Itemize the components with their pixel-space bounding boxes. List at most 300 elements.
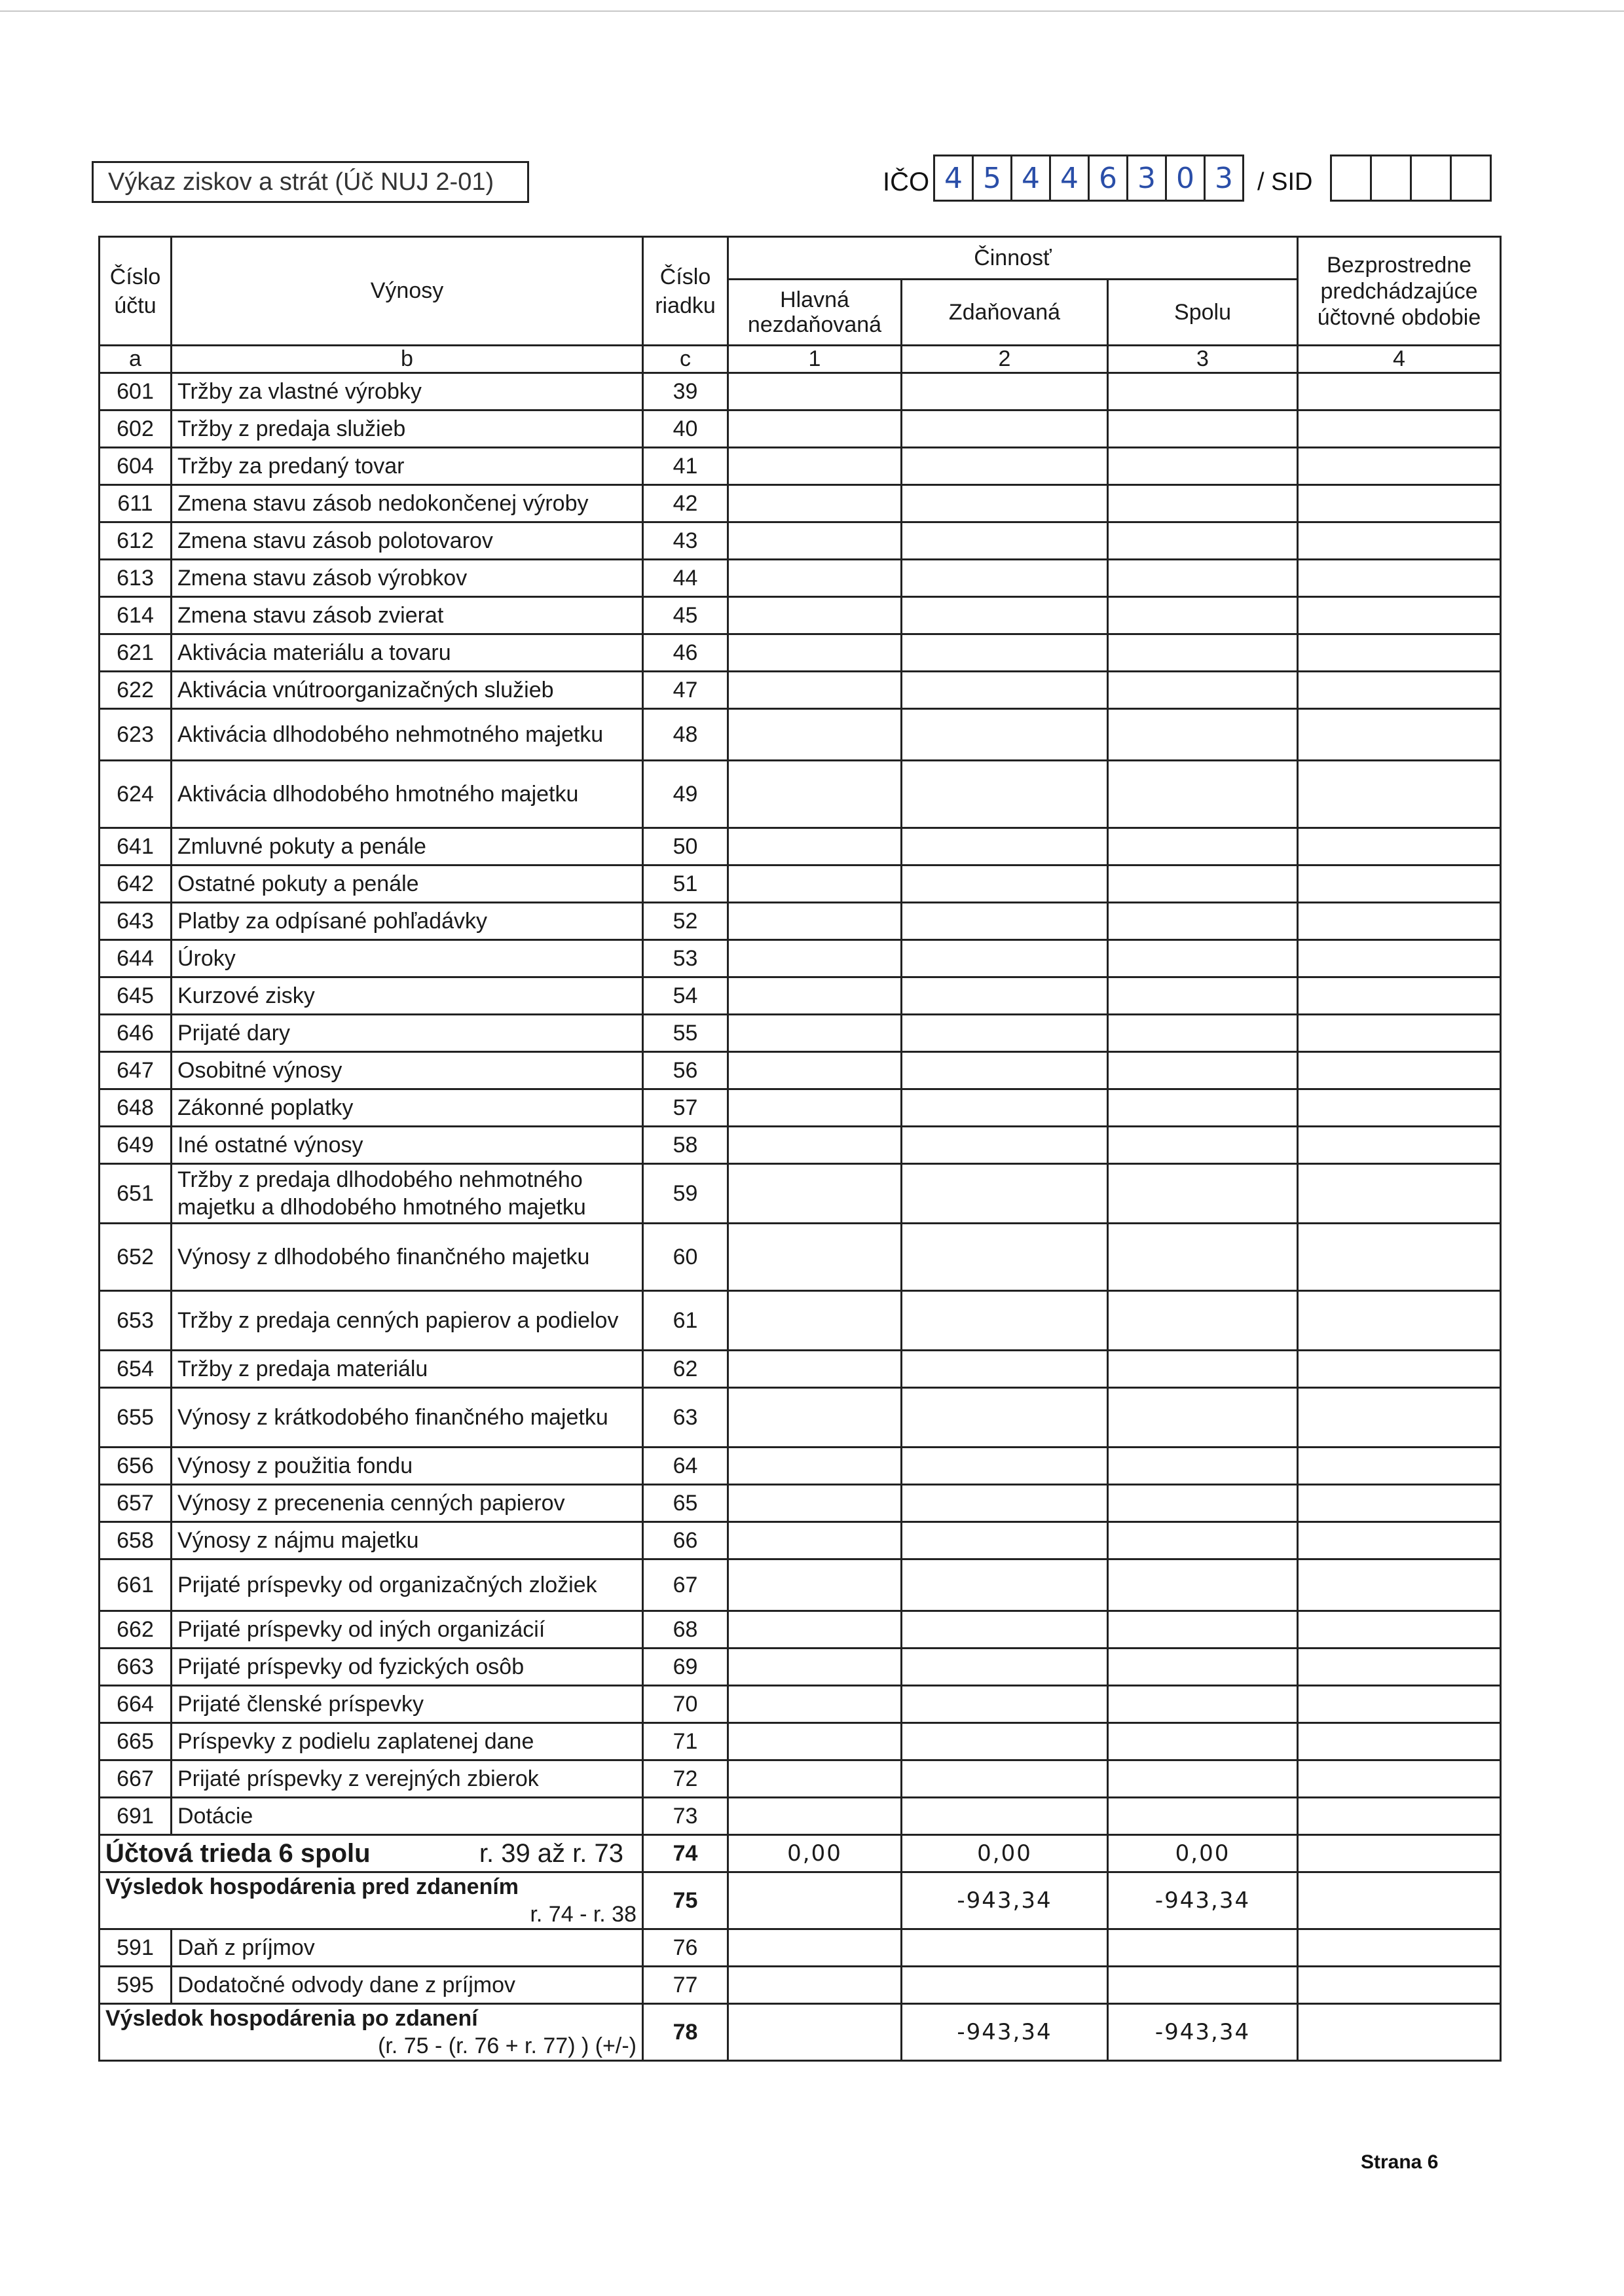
value-main-untaxed[interactable] — [728, 1485, 902, 1522]
value-taxed[interactable] — [902, 1686, 1108, 1723]
account-number: 655 — [100, 1388, 172, 1448]
value-taxed[interactable] — [902, 1351, 1108, 1388]
account-name: Osobitné výnosy — [172, 1052, 643, 1089]
ico-label: IČO — [883, 168, 930, 196]
value-previous-period[interactable] — [1298, 1872, 1501, 1929]
line-number: 52 — [643, 903, 728, 940]
value-main-untaxed[interactable] — [728, 410, 902, 448]
value-main-untaxed[interactable] — [728, 1448, 902, 1485]
line-number: 46 — [643, 634, 728, 672]
value-previous-period[interactable] — [1298, 448, 1501, 485]
value-total[interactable] — [1108, 1967, 1298, 2004]
table-row — [100, 1760, 1501, 1798]
table-row — [100, 448, 1501, 485]
line-number: 53 — [643, 940, 728, 977]
value-taxed[interactable] — [902, 485, 1108, 522]
table-row — [100, 560, 1501, 597]
page-number: Strana 6 — [1361, 2151, 1439, 2173]
value-main-untaxed[interactable] — [728, 903, 902, 940]
column-letter: c — [643, 346, 728, 373]
value-total[interactable] — [1108, 560, 1298, 597]
value-taxed[interactable] — [902, 1967, 1108, 2004]
account-number: 648 — [100, 1089, 172, 1127]
value-taxed[interactable] — [902, 597, 1108, 634]
value-total[interactable] — [1108, 866, 1298, 903]
account-number: 665 — [100, 1723, 172, 1760]
value-previous-period[interactable] — [1298, 1089, 1501, 1127]
line-number: 72 — [643, 1760, 728, 1798]
account-number: 667 — [100, 1760, 172, 1798]
line-number: 56 — [643, 1052, 728, 1089]
account-number: 647 — [100, 1052, 172, 1089]
value-main-untaxed[interactable] — [728, 1760, 902, 1798]
value-total[interactable] — [1108, 1052, 1298, 1089]
value-taxed[interactable] — [902, 1723, 1108, 1760]
account-number: 624 — [100, 761, 172, 828]
account-number: 602 — [100, 410, 172, 448]
value-main-untaxed[interactable]: 0,00 — [728, 1835, 902, 1872]
value-main-untaxed[interactable] — [728, 1052, 902, 1089]
value-previous-period[interactable] — [1298, 1127, 1501, 1164]
value-main-untaxed[interactable] — [728, 1798, 902, 1835]
column-letter: b — [172, 346, 643, 373]
value-main-untaxed[interactable] — [728, 1723, 902, 1760]
value-taxed[interactable] — [902, 828, 1108, 866]
value-total[interactable] — [1108, 485, 1298, 522]
header-main-untaxed: Hlavná nezdaňovaná — [728, 280, 902, 346]
line-number: 44 — [643, 560, 728, 597]
value-total[interactable] — [1108, 1929, 1298, 1967]
after-tax-title: Výsledok hospodárenia po zdanení — [105, 2006, 478, 2031]
line-number: 62 — [643, 1351, 728, 1388]
line-number: 43 — [643, 522, 728, 560]
value-total[interactable] — [1108, 1448, 1298, 1485]
value-main-untaxed[interactable] — [728, 828, 902, 866]
value-previous-period[interactable] — [1298, 1929, 1501, 1967]
table-row — [100, 977, 1501, 1015]
value-previous-period[interactable] — [1298, 373, 1501, 410]
value-total[interactable] — [1108, 940, 1298, 977]
value-total[interactable] — [1108, 1015, 1298, 1052]
value-total[interactable] — [1108, 1611, 1298, 1649]
value-total[interactable] — [1108, 1559, 1298, 1611]
value-previous-period[interactable] — [1298, 1835, 1501, 1872]
value-total[interactable] — [1108, 522, 1298, 560]
value-previous-period[interactable] — [1298, 1611, 1501, 1649]
line-number: 40 — [643, 410, 728, 448]
account-number: 663 — [100, 1649, 172, 1686]
value-main-untaxed[interactable] — [728, 1224, 902, 1291]
value-previous-period[interactable] — [1298, 709, 1501, 761]
value-taxed[interactable] — [902, 977, 1108, 1015]
value-main-untaxed[interactable] — [728, 560, 902, 597]
value-main-untaxed[interactable] — [728, 1351, 902, 1388]
account-name: Aktivácia dlhodobého nehmotného majetku — [172, 709, 643, 761]
line-number: 69 — [643, 1649, 728, 1686]
value-previous-period[interactable] — [1298, 828, 1501, 866]
value-previous-period[interactable] — [1298, 1559, 1501, 1611]
value-total[interactable] — [1108, 1760, 1298, 1798]
value-taxed[interactable] — [902, 1485, 1108, 1522]
line-number: 55 — [643, 1015, 728, 1052]
value-taxed[interactable] — [902, 1291, 1108, 1351]
value-main-untaxed[interactable] — [728, 1649, 902, 1686]
ico-digit[interactable]: 4 — [1010, 155, 1051, 202]
account-number: 644 — [100, 940, 172, 977]
line-number: 50 — [643, 828, 728, 866]
value-main-untaxed[interactable] — [728, 485, 902, 522]
value-previous-period[interactable] — [1298, 1448, 1501, 1485]
table-row — [100, 1686, 1501, 1723]
value-taxed[interactable] — [902, 1388, 1108, 1448]
ico-digit[interactable]: 3 — [1126, 155, 1167, 202]
value-taxed[interactable] — [902, 1929, 1108, 1967]
account-name: Výnosy z dlhodobého finančného majetku — [172, 1224, 643, 1291]
table-row — [100, 1485, 1501, 1522]
value-previous-period[interactable] — [1298, 940, 1501, 977]
line-number: 54 — [643, 977, 728, 1015]
account-name: Výnosy z krátkodobého finančného majetku — [172, 1388, 643, 1448]
table-row — [100, 672, 1501, 709]
table-row — [100, 373, 1501, 410]
account-name: Prijaté príspevky z verejných zbierok — [172, 1760, 643, 1798]
account-name: Výnosy z nájmu majetku — [172, 1522, 643, 1559]
table-row — [100, 410, 1501, 448]
value-main-untaxed[interactable] — [728, 1015, 902, 1052]
value-taxed[interactable] — [902, 1760, 1108, 1798]
value-total[interactable] — [1108, 977, 1298, 1015]
value-previous-period[interactable] — [1298, 903, 1501, 940]
value-taxed[interactable] — [902, 410, 1108, 448]
account-name: Dodatočné odvody dane z príjmov — [172, 1967, 643, 2004]
value-previous-period[interactable] — [1298, 1291, 1501, 1351]
sid-digit[interactable] — [1370, 155, 1412, 202]
line-number: 75 — [643, 1872, 728, 1929]
value-main-untaxed[interactable] — [728, 940, 902, 977]
header-revenues: Výnosy — [172, 237, 643, 346]
table-row — [100, 940, 1501, 977]
account-name: Aktivácia dlhodobého hmotného majetku — [172, 761, 643, 828]
account-name: Zákonné poplatky — [172, 1089, 643, 1127]
value-main-untaxed[interactable] — [728, 1388, 902, 1448]
value-main-untaxed[interactable] — [728, 373, 902, 410]
account-name: Tržby za predaný tovar — [172, 448, 643, 485]
value-previous-period[interactable] — [1298, 761, 1501, 828]
account-number: 654 — [100, 1351, 172, 1388]
table-row — [100, 1929, 1501, 1967]
value-taxed[interactable] — [902, 866, 1108, 903]
value-previous-period[interactable] — [1298, 1760, 1501, 1798]
value-previous-period[interactable] — [1298, 1649, 1501, 1686]
value-main-untaxed[interactable] — [728, 522, 902, 560]
table-row — [100, 709, 1501, 761]
value-taxed[interactable] — [902, 1448, 1108, 1485]
value-previous-period[interactable] — [1298, 597, 1501, 634]
line-number: 77 — [643, 1967, 728, 2004]
value-previous-period[interactable] — [1298, 1388, 1501, 1448]
value-taxed[interactable] — [902, 1611, 1108, 1649]
column-letter: a — [100, 346, 172, 373]
value-taxed[interactable] — [902, 1127, 1108, 1164]
value-main-untaxed[interactable] — [728, 672, 902, 709]
account-number: 613 — [100, 560, 172, 597]
value-main-untaxed[interactable] — [728, 1559, 902, 1611]
column-letter: 1 — [728, 346, 902, 373]
header-previous-period: Bezprostredne predchádzajúce účtovné obdobie — [1298, 237, 1501, 346]
value-total[interactable] — [1108, 448, 1298, 485]
value-previous-period[interactable] — [1298, 2004, 1501, 2061]
value-main-untaxed[interactable] — [728, 1967, 902, 2004]
account-number: 595 — [100, 1967, 172, 2004]
table-row — [100, 761, 1501, 828]
line-number: 57 — [643, 1089, 728, 1127]
line-number: 63 — [643, 1388, 728, 1448]
value-total[interactable]: -943,34 — [1108, 1872, 1298, 1929]
account-name: Aktivácia vnútroorganizačných služieb — [172, 672, 643, 709]
account-name: Ostatné pokuty a penále — [172, 866, 643, 903]
value-main-untaxed[interactable] — [728, 1291, 902, 1351]
line-number: 47 — [643, 672, 728, 709]
value-main-untaxed[interactable] — [728, 597, 902, 634]
table-row — [100, 485, 1501, 522]
line-number: 74 — [643, 1835, 728, 1872]
value-taxed[interactable] — [902, 709, 1108, 761]
value-total[interactable] — [1108, 1686, 1298, 1723]
value-total[interactable]: 0,00 — [1108, 1835, 1298, 1872]
value-main-untaxed[interactable] — [728, 709, 902, 761]
value-total[interactable] — [1108, 828, 1298, 866]
after-tax-range: (r. 75 - (r. 76 + r. 77) ) (+/-) — [378, 2033, 637, 2058]
account-number: 643 — [100, 903, 172, 940]
value-taxed[interactable] — [902, 1164, 1108, 1224]
value-previous-period[interactable] — [1298, 977, 1501, 1015]
value-taxed[interactable] — [902, 373, 1108, 410]
account-number: 642 — [100, 866, 172, 903]
value-total[interactable] — [1108, 597, 1298, 634]
account-name: Tržby z predaja cenných papierov a podielov — [172, 1291, 643, 1351]
value-total[interactable] — [1108, 1485, 1298, 1522]
value-taxed[interactable] — [902, 1015, 1108, 1052]
value-taxed[interactable] — [902, 1089, 1108, 1127]
account-number: 646 — [100, 1015, 172, 1052]
sid-digit[interactable] — [1330, 155, 1372, 202]
value-previous-period[interactable] — [1298, 1224, 1501, 1291]
value-taxed[interactable] — [902, 522, 1108, 560]
account-number: 591 — [100, 1929, 172, 1967]
form-title: Výkaz ziskov a strát (Úč NUJ 2-01) — [92, 161, 529, 203]
ico-digit[interactable]: 4 — [1049, 155, 1090, 202]
value-total[interactable] — [1108, 1224, 1298, 1291]
value-main-untaxed[interactable] — [728, 977, 902, 1015]
pre-tax-result-row — [100, 1872, 1501, 1929]
value-previous-period[interactable] — [1298, 1967, 1501, 2004]
value-previous-period[interactable] — [1298, 1485, 1501, 1522]
account-number: 662 — [100, 1611, 172, 1649]
line-number: 58 — [643, 1127, 728, 1164]
value-main-untaxed[interactable] — [728, 448, 902, 485]
value-main-untaxed[interactable] — [728, 634, 902, 672]
value-previous-period[interactable] — [1298, 1686, 1501, 1723]
value-main-untaxed[interactable] — [728, 2004, 902, 2061]
table-row — [100, 1388, 1501, 1448]
table-row — [100, 1052, 1501, 1089]
value-previous-period[interactable] — [1298, 1164, 1501, 1224]
value-main-untaxed[interactable] — [728, 761, 902, 828]
ico-digit-boxes — [935, 155, 1244, 202]
value-taxed[interactable] — [902, 634, 1108, 672]
value-main-untaxed[interactable] — [728, 1164, 902, 1224]
value-previous-period[interactable] — [1298, 522, 1501, 560]
value-taxed[interactable] — [902, 1559, 1108, 1611]
table-row — [100, 866, 1501, 903]
account-number: 664 — [100, 1686, 172, 1723]
table-row — [100, 522, 1501, 560]
value-total[interactable] — [1108, 903, 1298, 940]
ico-digit[interactable]: 6 — [1088, 155, 1128, 202]
pre-tax-title: Výsledok hospodárenia pred zdanením — [105, 1874, 519, 1899]
column-letter: 4 — [1298, 346, 1501, 373]
value-taxed[interactable]: -943,34 — [902, 2004, 1108, 2061]
value-main-untaxed[interactable] — [728, 1872, 902, 1929]
column-letter: 3 — [1108, 346, 1298, 373]
account-number: 657 — [100, 1485, 172, 1522]
value-total[interactable] — [1108, 709, 1298, 761]
value-total[interactable] — [1108, 1388, 1298, 1448]
value-previous-period[interactable] — [1298, 672, 1501, 709]
account-number: 649 — [100, 1127, 172, 1164]
ico-digit[interactable]: 3 — [1204, 155, 1244, 202]
sid-digit[interactable] — [1410, 155, 1452, 202]
ico-digit[interactable]: 0 — [1165, 155, 1206, 202]
account-name: Daň z príjmov — [172, 1929, 643, 1967]
table-row — [100, 903, 1501, 940]
line-number: 39 — [643, 373, 728, 410]
line-number: 64 — [643, 1448, 728, 1485]
value-total[interactable] — [1108, 410, 1298, 448]
value-taxed[interactable] — [902, 1522, 1108, 1559]
value-taxed[interactable] — [902, 1798, 1108, 1835]
account-name: Zmena stavu zásob polotovarov — [172, 522, 643, 560]
account-number: 652 — [100, 1224, 172, 1291]
value-taxed[interactable] — [902, 940, 1108, 977]
line-number: 51 — [643, 866, 728, 903]
value-taxed[interactable] — [902, 448, 1108, 485]
value-total[interactable] — [1108, 672, 1298, 709]
value-total[interactable] — [1108, 373, 1298, 410]
value-main-untaxed[interactable] — [728, 1611, 902, 1649]
value-previous-period[interactable] — [1298, 1723, 1501, 1760]
account-name: Prijaté príspevky od organizačných zložiek — [172, 1559, 643, 1611]
value-previous-period[interactable] — [1298, 1522, 1501, 1559]
value-previous-period[interactable] — [1298, 485, 1501, 522]
value-taxed[interactable] — [902, 1649, 1108, 1686]
account-name: Dotácie — [172, 1798, 643, 1835]
table-row — [100, 1522, 1501, 1559]
value-total[interactable] — [1108, 1089, 1298, 1127]
value-previous-period[interactable] — [1298, 1798, 1501, 1835]
account-number: 611 — [100, 485, 172, 522]
value-total[interactable] — [1108, 1127, 1298, 1164]
line-number: 65 — [643, 1485, 728, 1522]
value-total[interactable] — [1108, 1164, 1298, 1224]
value-total[interactable] — [1108, 634, 1298, 672]
line-number: 78 — [643, 2004, 728, 2061]
value-total[interactable] — [1108, 1649, 1298, 1686]
value-taxed[interactable] — [902, 903, 1108, 940]
sid-digit[interactable] — [1450, 155, 1492, 202]
value-taxed[interactable]: 0,00 — [902, 1835, 1108, 1872]
sid-label: / SID — [1257, 168, 1313, 196]
account-name: Iné ostatné výnosy — [172, 1127, 643, 1164]
value-taxed[interactable]: -943,34 — [902, 1872, 1108, 1929]
header-taxed: Zdaňovaná — [902, 280, 1108, 346]
value-previous-period[interactable] — [1298, 410, 1501, 448]
value-main-untaxed[interactable] — [728, 1089, 902, 1127]
value-previous-period[interactable] — [1298, 1015, 1501, 1052]
ico-digit[interactable]: 4 — [933, 155, 974, 202]
account-name: Prijaté príspevky od fyzických osôb — [172, 1649, 643, 1686]
value-total[interactable] — [1108, 1351, 1298, 1388]
line-number: 45 — [643, 597, 728, 634]
account-number: 691 — [100, 1798, 172, 1835]
line-number: 49 — [643, 761, 728, 828]
value-total[interactable]: -943,34 — [1108, 2004, 1298, 2061]
value-taxed[interactable] — [902, 1052, 1108, 1089]
table-row — [100, 1015, 1501, 1052]
value-main-untaxed[interactable] — [728, 1929, 902, 1967]
value-previous-period[interactable] — [1298, 1351, 1501, 1388]
account-name: Príspevky z podielu zaplatenej dane — [172, 1723, 643, 1760]
account-name: Prijaté príspevky od iných organizácií — [172, 1611, 643, 1649]
value-previous-period[interactable] — [1298, 560, 1501, 597]
account-number: 658 — [100, 1522, 172, 1559]
value-total[interactable] — [1108, 1291, 1298, 1351]
account-name: Tržby z predaja materiálu — [172, 1351, 643, 1388]
value-total[interactable] — [1108, 1522, 1298, 1559]
account-number: 622 — [100, 672, 172, 709]
value-taxed[interactable] — [902, 761, 1108, 828]
value-taxed[interactable] — [902, 672, 1108, 709]
value-main-untaxed[interactable] — [728, 866, 902, 903]
value-previous-period[interactable] — [1298, 866, 1501, 903]
ico-digit[interactable]: 5 — [972, 155, 1012, 202]
line-number: 48 — [643, 709, 728, 761]
value-taxed[interactable] — [902, 560, 1108, 597]
value-main-untaxed[interactable] — [728, 1686, 902, 1723]
table-row — [100, 634, 1501, 672]
value-total[interactable] — [1108, 1723, 1298, 1760]
pre-tax-range: r. 74 - r. 38 — [530, 1902, 637, 1927]
line-number: 70 — [643, 1686, 728, 1723]
value-previous-period[interactable] — [1298, 634, 1501, 672]
after-tax-label — [105, 2005, 637, 2060]
value-main-untaxed[interactable] — [728, 1522, 902, 1559]
value-taxed[interactable] — [902, 1224, 1108, 1291]
value-total[interactable] — [1108, 761, 1298, 828]
account-number: 651 — [100, 1164, 172, 1224]
sid-boxes — [1332, 155, 1492, 202]
account-number: 614 — [100, 597, 172, 634]
account-number: 661 — [100, 1559, 172, 1611]
top-border-line — [0, 10, 1624, 12]
value-total[interactable] — [1108, 1798, 1298, 1835]
line-number: 66 — [643, 1522, 728, 1559]
account-name: Tržby z predaja služieb — [172, 410, 643, 448]
value-previous-period[interactable] — [1298, 1052, 1501, 1089]
value-main-untaxed[interactable] — [728, 1127, 902, 1164]
line-number: 42 — [643, 485, 728, 522]
table-row — [100, 1291, 1501, 1351]
